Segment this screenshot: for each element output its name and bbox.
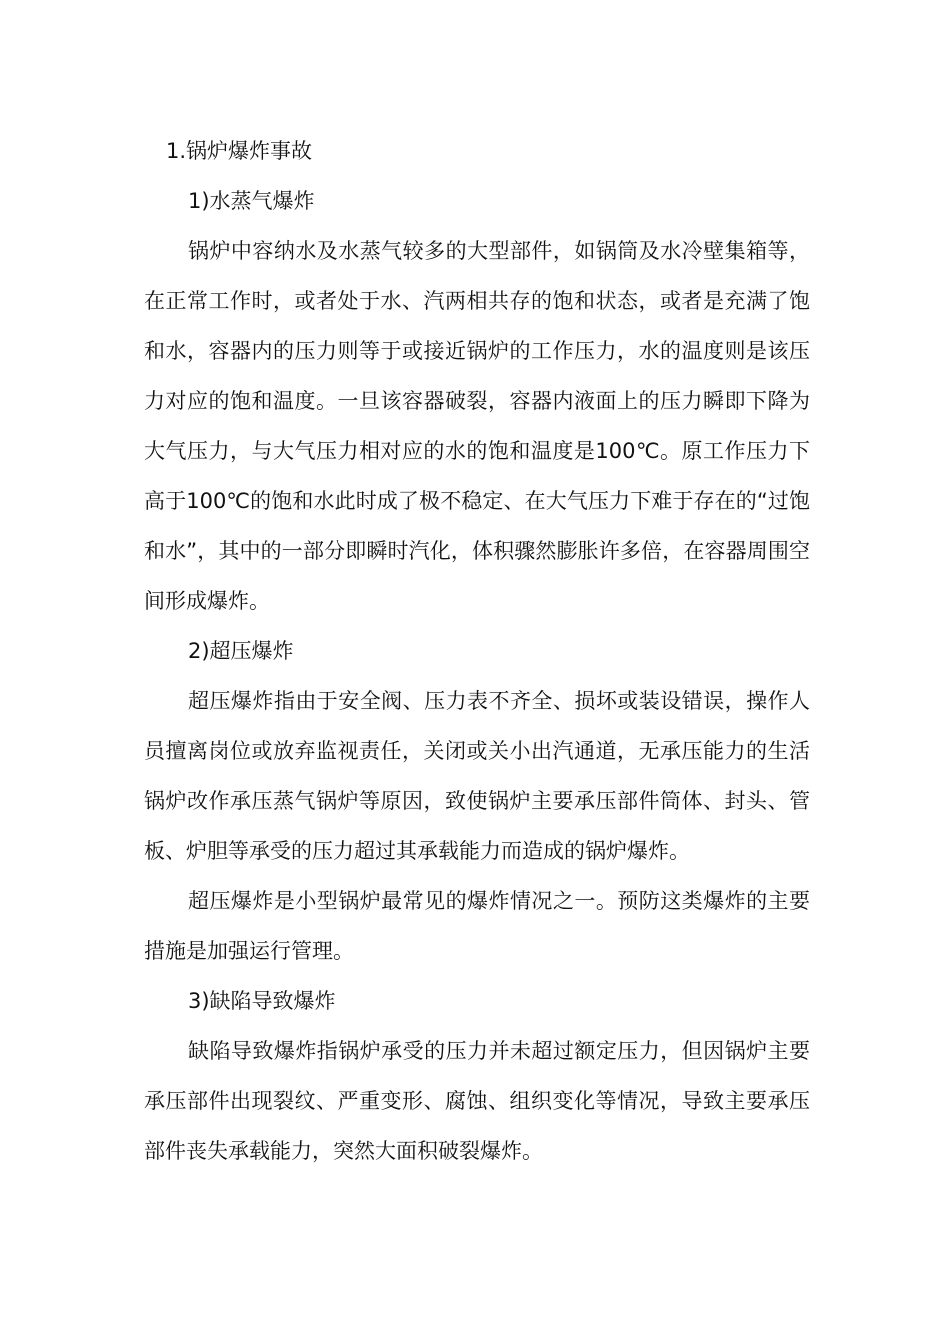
- subsection-heading-overpressure-explosion: 2)超压爆炸: [188, 639, 294, 663]
- subsection-heading-defect-explosion: 3)缺陷导致爆炸: [188, 989, 336, 1013]
- paragraph-overpressure-definition: 超压爆炸指由于安全阀、压力表不齐全、损坏或装设错误，操作人员擅离岗位或放弃监视责任，关闭或关小出汽通道，无承压能力的生活锅炉改作承压蒸气锅炉等原因，致使锅炉主要承压部件筒体、封头、管板、炉胆等承受的压力超过其承载能力而造成的锅炉爆炸。: [144, 689, 810, 863]
- document-body: [144, 126, 810, 1176]
- paragraph-defect-explosion: 缺陷导致爆炸指锅炉承受的压力并未超过额定压力，但因锅炉主要承压部件出现裂纹、严重变形、腐蚀、组织变化等情况，导致主要承压部件丧失承载能力，突然大面积破裂爆炸。: [144, 1039, 810, 1163]
- paragraph-overpressure-prevention: 超压爆炸是小型锅炉最常见的爆炸情况之一。预防这类爆炸的主要措施是加强运行管理。: [144, 889, 810, 963]
- section-heading: 1.锅炉爆炸事故: [166, 139, 313, 163]
- subsection-heading-steam-explosion: 1)水蒸气爆炸: [188, 189, 315, 213]
- paragraph-steam-explosion: 锅炉中容纳水及水蒸气较多的大型部件，如锅筒及水冷壁集箱等，在正常工作时，或者处于水、汽两相共存的饱和状态，或者是充满了饱和水，容器内的压力则等于或接近锅炉的工作压力，水的温度则是该压力对应的饱和温度。一旦该容器破裂，容器内液面上的压力瞬即下降为大气压力，与大气压力相对应的水的饱和温度是100℃。原工作压力下高于100℃的饱和水此时成了极不稳定、在大气压力下难于存在的“过饱和水”，其中的一部分即瞬时汽化，体积骤然膨胀许多倍，在容器周围空间形成爆炸。: [144, 239, 810, 613]
